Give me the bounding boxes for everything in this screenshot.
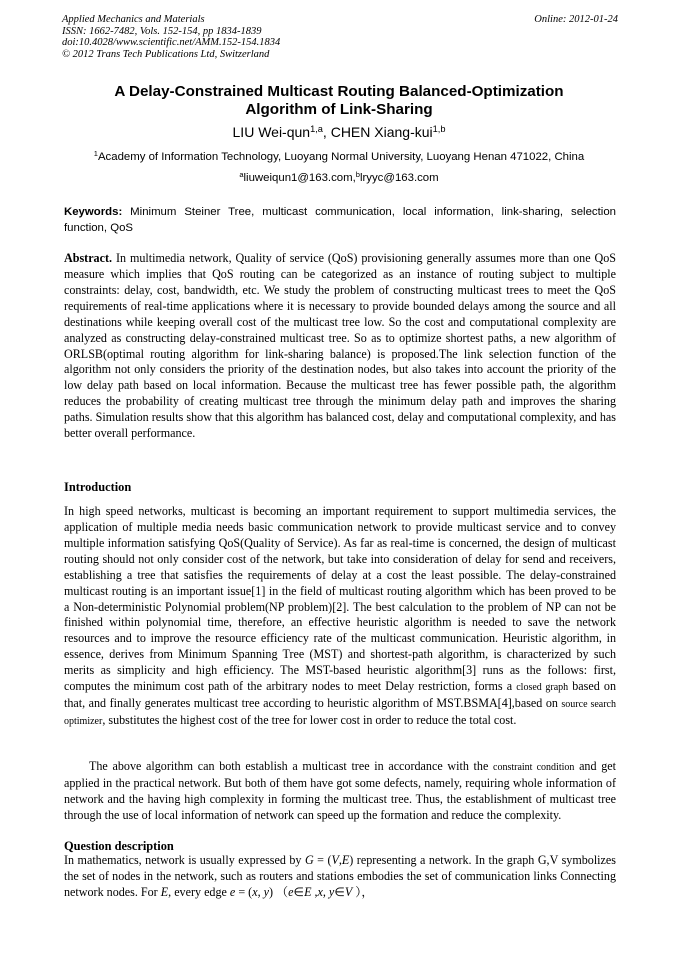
email-b-marker: b	[355, 169, 360, 179]
intro-p1-closed-graph: closed graph	[516, 682, 569, 694]
journal-name: Applied Mechanics and Materials	[62, 14, 205, 25]
qd-t9: ,	[311, 884, 318, 899]
qd-t7: ) （	[269, 884, 289, 899]
qd-m10: V	[344, 884, 353, 899]
question-description-heading: Question description	[64, 839, 174, 853]
intro-p2-text-a: The above algorithm can both establish a multicast tree in accordance with the	[89, 759, 494, 773]
online-date: Online: 2012-01-24	[534, 14, 618, 25]
abstract	[64, 251, 616, 442]
title-line-1: A Delay-Constrained Multicast Routing Balanced-Optimization	[114, 83, 564, 100]
question-description-paragraph	[64, 853, 616, 901]
journal-header	[62, 14, 618, 60]
title-line-2: Algorithm of Link-Sharing	[245, 101, 433, 118]
intro-p1-source-search: source search optimizer	[64, 699, 616, 727]
email-a-marker: a	[239, 169, 244, 179]
qd-t3: ,	[338, 853, 342, 867]
abstract-text: In multimedia network, Quality of service (QoS) provisioning generally assumes more than one QoS measure which implies that QoS routing can be categorized as an instance of routing subject to multiple constraints: delay, cost, bandwidth, etc. We study the problem of constructing multicast trees to meet the QoS requirements of real-time applications where it is necessary to provide bounded delays among the source and all destinations while keeping overall cost of the multicast tree low. So the cost and computational complexity are analyzed as constructing delay-constrained multicast tree. So as to optimize shortest paths, a new algorithm of ORLSB(optimal routing algorithm for link-sharing balance) is proposed.The link selection function of the algorithm not only considers the priority of the destination nodes, but also takes into account the priority of the low delay path based on local information. Because the multicast tree has fewer possible path, the algorithm reduces the probability of creating multicast tree through the minimum delay path and improves the sharing paths. Simulation results show that this algorithm has balanced cost, delay and computational complexity, and has better overall performance.	[64, 251, 616, 441]
qd-m5: e	[229, 884, 236, 899]
affiliation	[62, 150, 616, 165]
keywords-text: Minimum Steiner Tree, multicast communication, local information, link-sharing, selection function, QoS	[64, 206, 616, 234]
affiliation-marker: 1	[93, 148, 98, 158]
intro-p1-text-b: based on that, and finally generates multicast tree according to heuristic algorithm of MST.BSMA[4],based on	[64, 679, 616, 711]
qd-m4: E	[160, 884, 169, 899]
qd-m7: e	[288, 884, 294, 899]
author-2-affil: 1,b	[432, 123, 446, 134]
qd-m2: V	[331, 853, 339, 867]
email-b[interactable]: lryyc@163.com	[359, 172, 439, 184]
qd-m8: E	[304, 884, 312, 899]
qd-t4: ) representing a network. In the graph G,V symbolizes the set of nodes in the network, such as routers and stations embodies the set of communication links Connecting network nodes. For	[64, 853, 616, 899]
intro-p2-constraint: constraint condition	[493, 762, 575, 773]
introduction-paragraph-2	[64, 759, 616, 824]
qd-m6: x, y	[252, 884, 269, 899]
qd-t8: ∈	[293, 884, 305, 899]
qd-t5: , every edge	[168, 884, 230, 899]
qd-t1: In mathematics, network is usually expressed by	[64, 853, 305, 867]
keywords-label: Keywords:	[64, 206, 123, 218]
email-a[interactable]: liuweiqun1@163.com,	[243, 172, 356, 184]
affiliation-text: Academy of Information Technology, Luoyang Normal University, Luoyang Henan 471022, China	[97, 151, 585, 163]
intro-p1-text-a: In high speed networks, multicast is becoming an important requirement to support multimedia services, the application of multiple media needs basic communication network to provide multicast service and to convey multiple information satisfying QoS(Quality of Service). As far as real-time is concerned, the design of multicast routing should not only consider cost of the network, but take into consideration of delay for send and receivers, establishing a tree that satisfies the requirements of delay at a cost the least possible. The delay-constrained multicast routing is an important issue[1] in the field of multicast routing algorithm which has been proved to be a Non-deterministic Polynomial problem(NP problem)[2]. The best calculation to the problem of NP can not be finished within polynomial time, therefore, an effective heuristic algorithm is needed to save the network resources and to improve the resource efficiency rate of the multicast communication. Heuristic algorithm, in essence, derives from Minimum Spanning Tree (MST) and shortest-path algorithm, is characterized by such merits as simplicity and high efficiency. The MST-based heuristic algorithm[3] runs as the follows: first, computes the minimum cost path of the arbitrary nodes to meet Delay restriction, forms a	[64, 504, 616, 694]
author-2: CHEN Xiang-kui	[330, 124, 433, 140]
qd-m3: E	[341, 853, 350, 867]
author-1: LIU Wei-qun	[232, 124, 311, 140]
author-1-affil: 1,a	[310, 123, 323, 134]
qd-t2: = (	[313, 853, 332, 867]
intro-p1-text-c: , substitutes the highest cost of the tree for lower cost in order to reduce the total cost.	[102, 712, 517, 727]
keywords	[64, 205, 616, 236]
paper-title	[62, 83, 616, 119]
introduction-paragraph-1	[64, 504, 616, 730]
author-separator: ,	[322, 124, 331, 140]
copyright-line: © 2012 Trans Tech Publications Ltd, Switzerland	[62, 48, 270, 60]
qd-t10: ∈	[334, 884, 345, 899]
introduction-heading: Introduction	[64, 480, 132, 494]
qd-t11: ），	[352, 884, 374, 899]
intro-p2-text-b: and get applied in the practical network. But both of them have got some defects, namely, requiring whole information of network and the having high complexity in forming the multicast tree. Thus, the establishment of multicast tree through the use of local information of network can speed up the formation and reduce the complexity.	[64, 759, 616, 822]
issn-line: ISSN: 1662-7482, Vols. 152-154, pp 1834-1839	[62, 25, 262, 37]
abstract-label: Abstract.	[64, 251, 113, 265]
qd-m1: G	[304, 853, 314, 867]
qd-t6: = (	[235, 884, 253, 899]
doi-line: doi:10.4028/www.scientific.net/AMM.152-154.1834	[62, 37, 281, 48]
author-list	[62, 123, 616, 141]
qd-m9: x, y	[317, 884, 335, 899]
email-line	[62, 171, 616, 186]
